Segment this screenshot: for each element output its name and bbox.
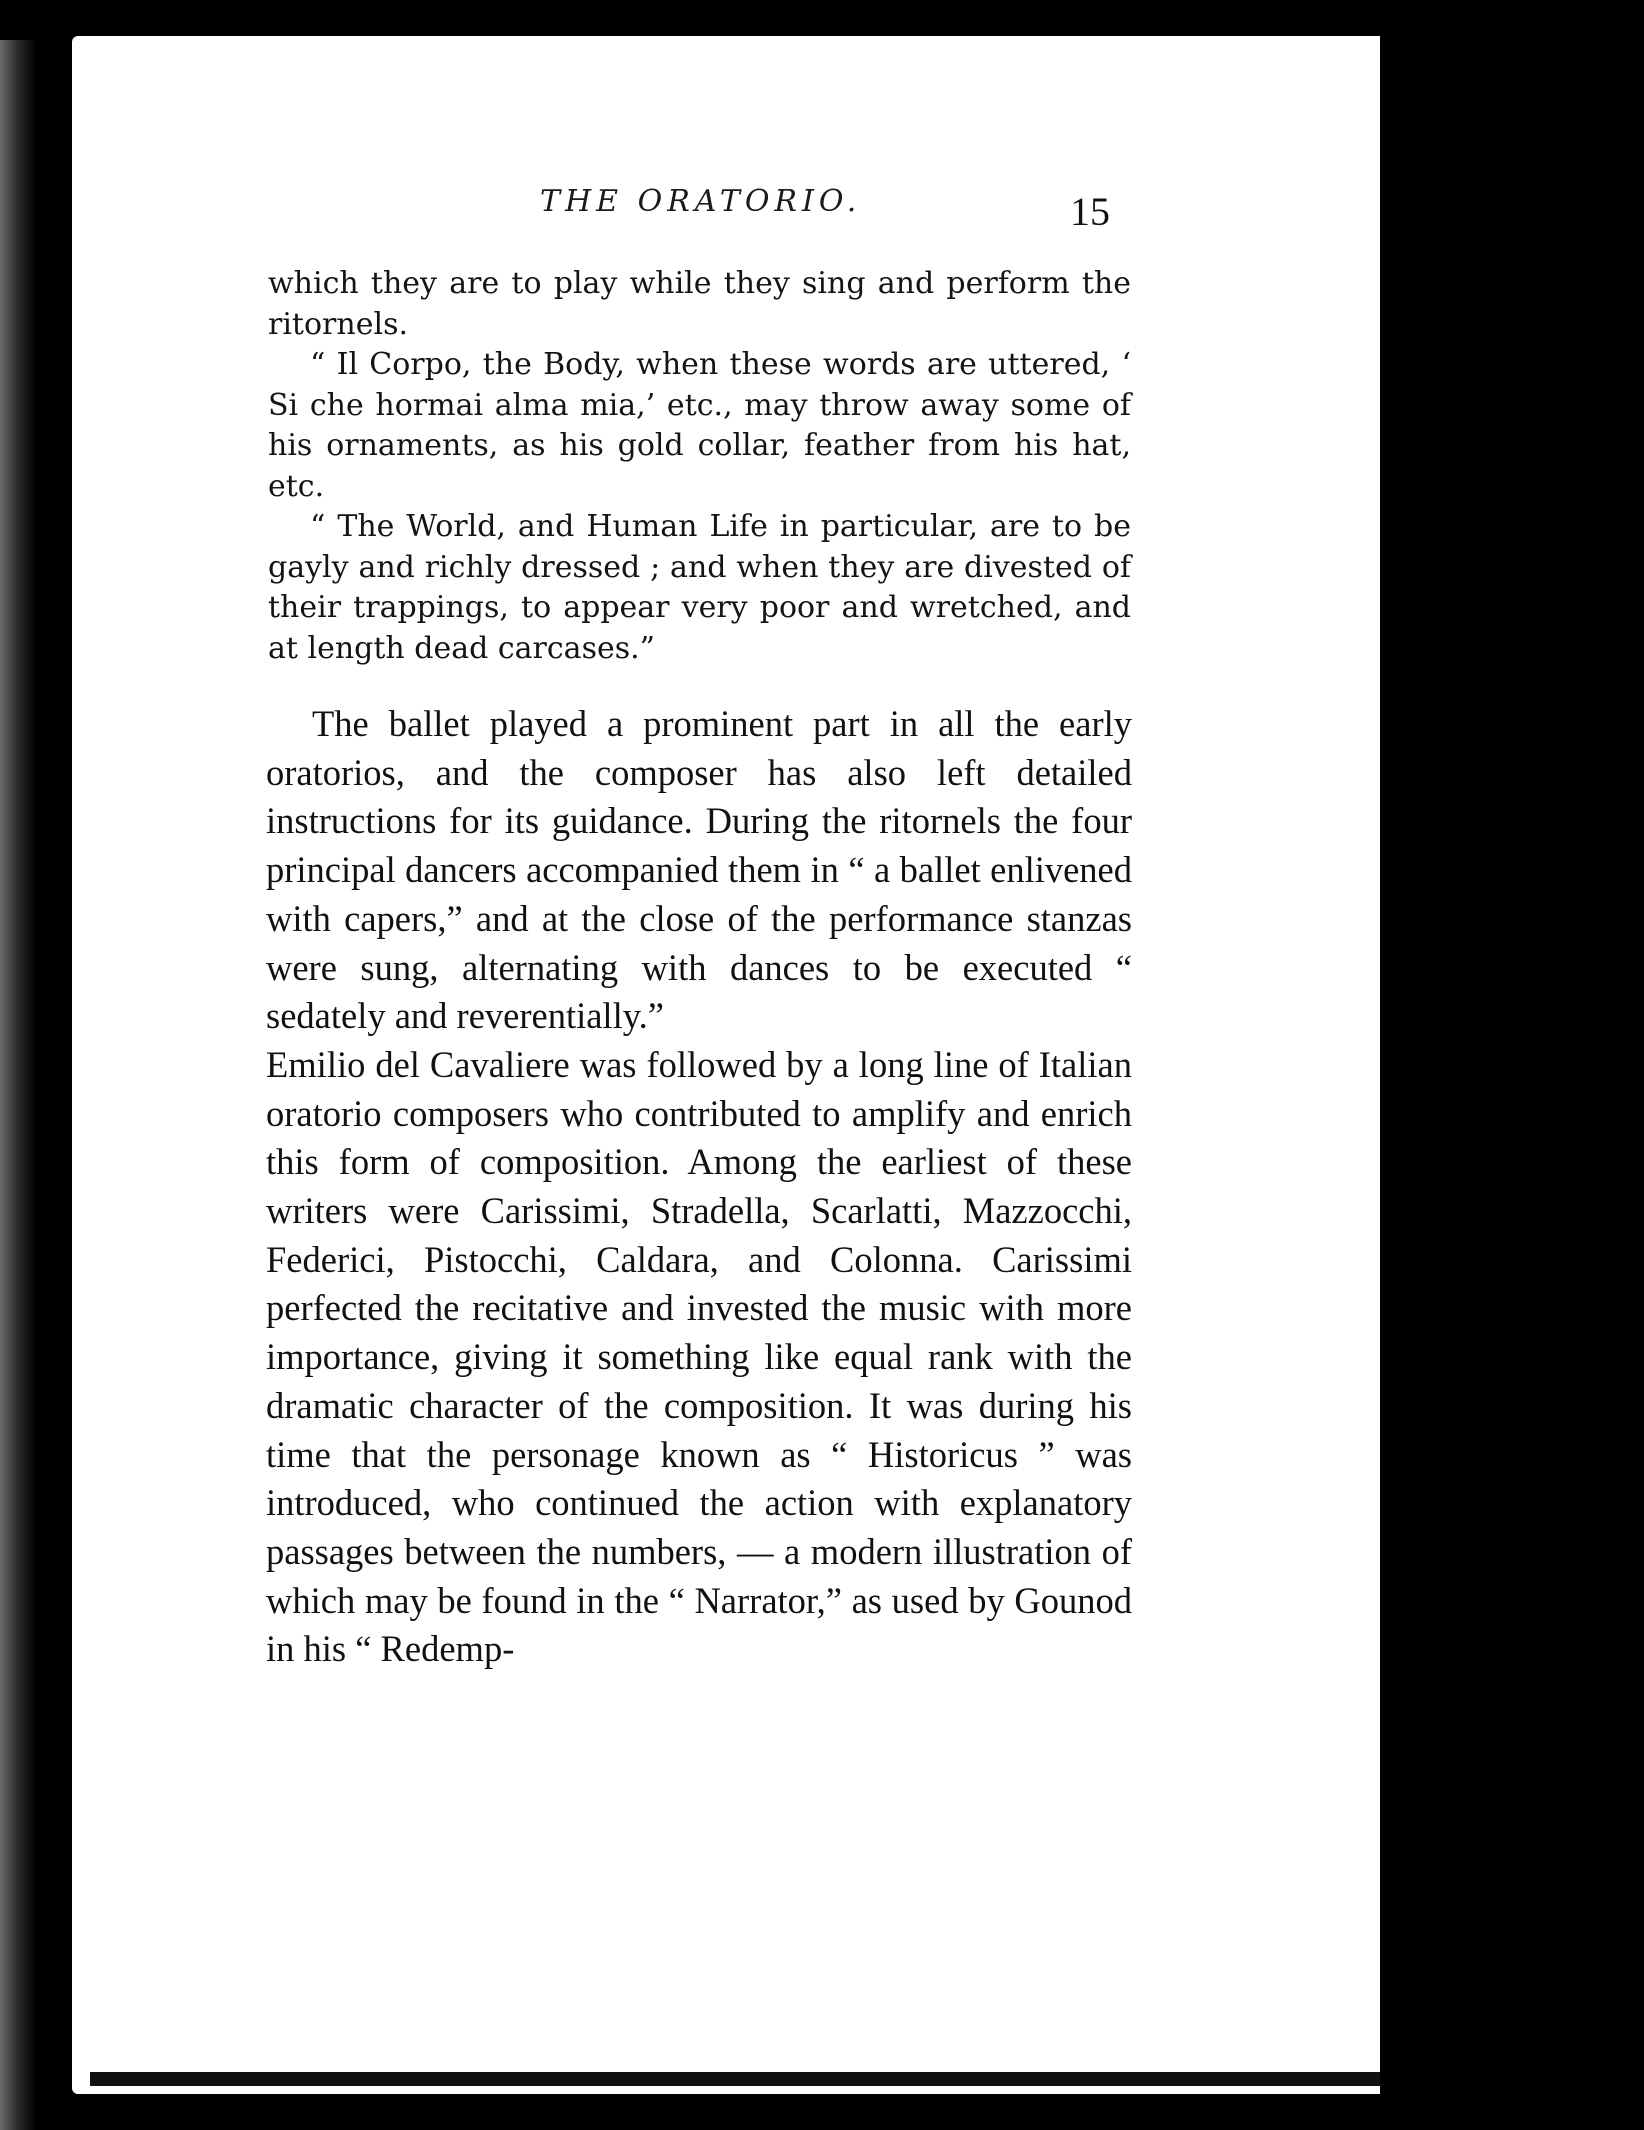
page-bottom-edge <box>90 2072 1380 2086</box>
running-title: THE ORATORIO. <box>540 184 862 219</box>
quoted-instructions <box>268 264 1131 669</box>
page-number: 15 <box>1070 189 1110 234</box>
body-paragraph: Emilio del Cavaliere was followed by a long line of Italian oratorio composers who contributed to amplify and enrich this form of composition. Among the earliest of these writers were Carissimi, Stradella, Scarlatti, Mazzocchi, Federici, Pistocchi, Caldara, and Colonna. Carissimi perfected the recitative and invested the music with more importance, giving it something like equal rank with the dramatic character of the composition. It was during his time that the personage known as “ Historicus ” was introduced, who continued the action with explanatory passages between the numbers, — a modern illustration of which may be found in the “ Narrator,” as used by Gounod in his “ Redemp- <box>266 1043 1132 1670</box>
quote-paragraph: which they are to play while they sing and perform the ritornels. <box>268 266 1131 342</box>
body-paragraph: The ballet played a prominent part in all the early oratorios, and the composer has also left detailed instructions for its guidance. During the ritornels the four principal dancers accompanied them in “ a ballet enlivened with capers,” and at the close of the performance stanzas were sung, alternating with dances to be executed “ sedately and reverentially.” <box>266 703 1132 1037</box>
scan-left-edge <box>0 40 52 2130</box>
quote-paragraph: “ Il Corpo, the Body, when these words are uttered, ‘ Si che hormai alma mia,’ etc., may throw away some of his ornaments, as his gold collar, feather from his hat, etc. <box>268 347 1131 504</box>
main-text <box>266 700 1132 1674</box>
quote-paragraph: “ The World, and Human Life in particular, are to be gayly and richly dressed ; and when they are divested of their trappings, to appear very poor and wretched, and at length dead carcases.” <box>268 509 1131 666</box>
